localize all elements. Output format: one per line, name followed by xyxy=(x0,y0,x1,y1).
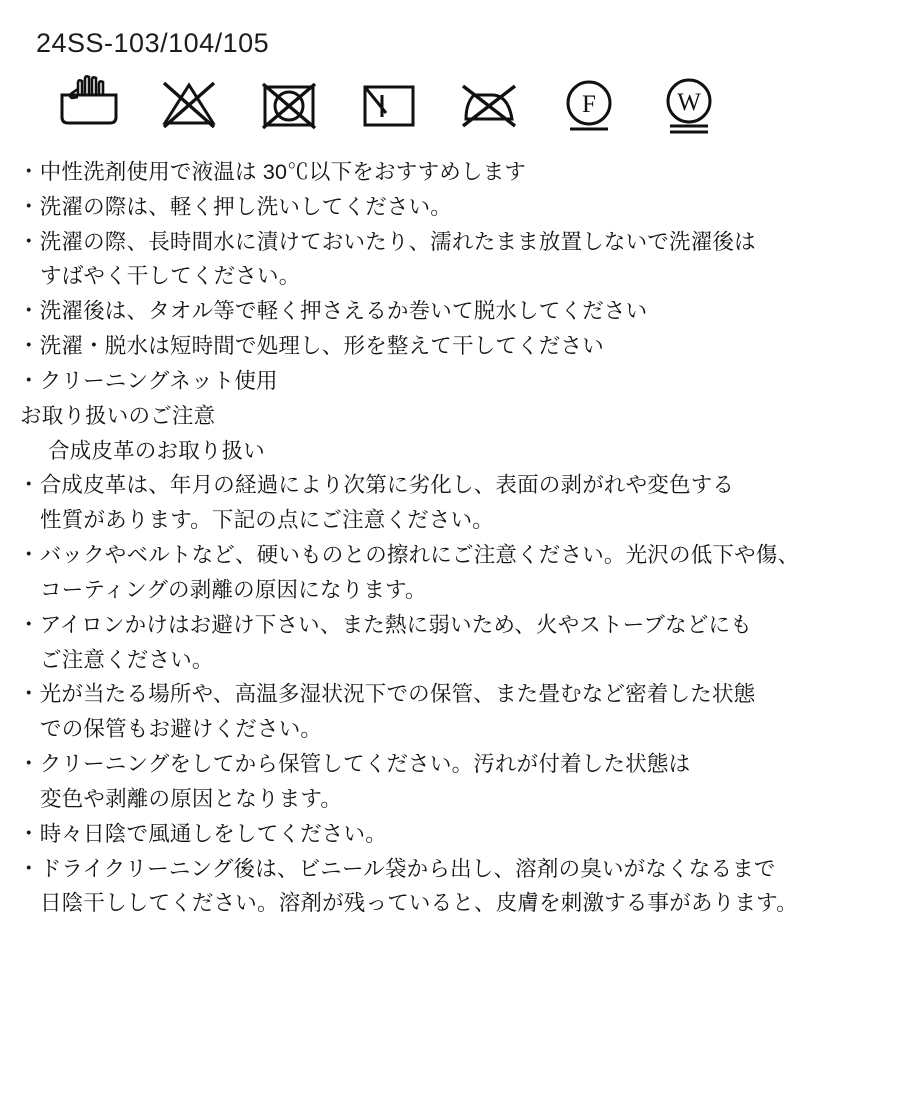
care-line: での保管もお避けください。 xyxy=(40,717,323,742)
care-line: ・洗濯の際、長時間水に漬けておいたり、濡れたまま放置しないで洗濯後は xyxy=(18,229,756,254)
care-line: ・時々日陰で風通しをしてください。 xyxy=(18,821,387,846)
svg-text:W: W xyxy=(677,89,701,116)
care-line: ・アイロンかけはお避け下さい、また熱に弱いため、火やストーブなどにも xyxy=(18,612,752,637)
no-iron-symbol xyxy=(458,73,520,135)
care-subsection-heading: 合成皮革のお取り扱い xyxy=(48,438,266,463)
care-line: 日陰干ししてください。溶剤が残っていると、皮膚を刺激する事があります。 xyxy=(40,891,798,916)
care-line: ・洗濯後は、タオル等で軽く押さえるか巻いて脱水してください xyxy=(18,299,648,324)
care-line: すばやく干してください。 xyxy=(40,264,301,289)
page-title: 24SS-103/104/105 xyxy=(36,28,270,58)
care-line: コーティングの剥離の原因になります。 xyxy=(40,577,427,602)
svg-text:F: F xyxy=(582,91,596,118)
care-section-heading: お取り扱いのご注意 xyxy=(20,403,216,428)
care-symbol-row xyxy=(58,73,902,147)
no-tumble-dry-symbol xyxy=(258,73,320,135)
care-line: ・クリーニングをしてから保管してください。汚れが付着した状態は xyxy=(18,752,691,777)
care-line: ・洗濯の際は、軽く押し洗いしてください。 xyxy=(18,194,453,219)
care-instructions-list xyxy=(18,155,902,921)
dry-clean-f-symbol xyxy=(558,73,620,135)
care-line: ・ドライクリーニング後は、ビニール袋から出し、溶剤の臭いがなくなるまで xyxy=(18,856,776,881)
no-bleach-symbol xyxy=(158,73,220,135)
care-line: ・バックやベルトなど、硬いものとの擦れにご注意ください。光沢の低下や傷、 xyxy=(18,543,800,568)
hand-wash-symbol xyxy=(58,73,120,135)
care-line: ・洗濯・脱水は短時間で処理し、形を整えて干してください xyxy=(18,334,604,359)
care-line: ・クリーニングネット使用 xyxy=(18,368,278,393)
drip-dry-in-shade-symbol xyxy=(358,73,420,135)
care-line: ・光が当たる場所や、高温多湿状況下での保管、また畳むなど密着した状態 xyxy=(18,682,756,707)
care-line: ご注意ください。 xyxy=(40,647,214,672)
wet-clean-w-symbol xyxy=(658,73,720,135)
care-line: 性質があります。下記の点にご注意ください。 xyxy=(40,508,494,533)
care-line: ・中性洗剤使用で液温は 30℃以下をおすすめします xyxy=(18,160,527,184)
care-line: 変色や剥離の原因となります。 xyxy=(40,786,343,811)
care-line: ・合成皮革は、年月の経過により次第に劣化し、表面の剥がれや変色する xyxy=(18,473,735,498)
